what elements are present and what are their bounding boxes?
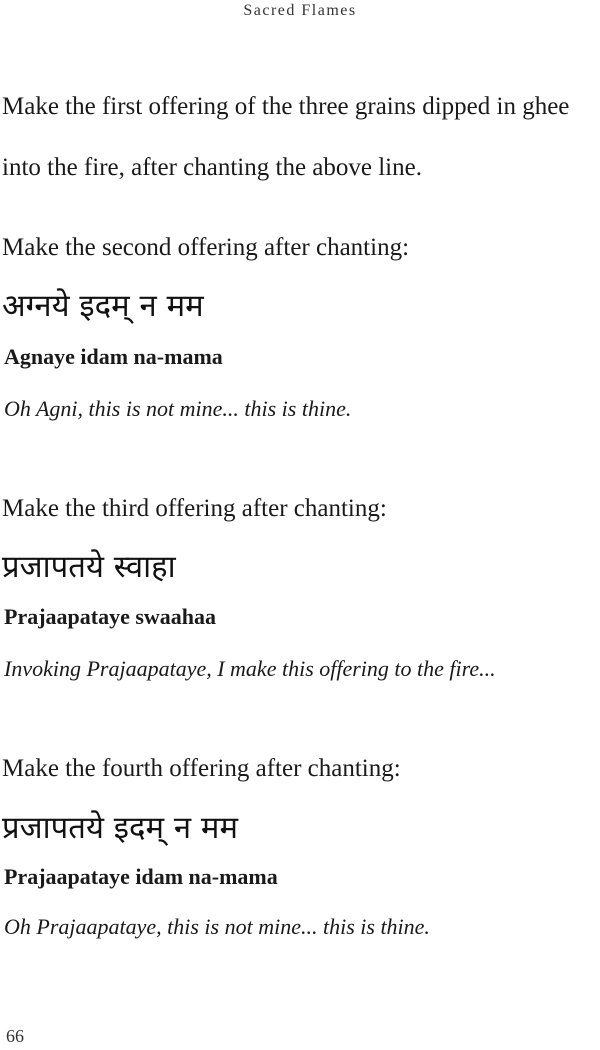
mantra-meaning: Oh Agni, this is not mine... this is thine. [4,396,352,421]
sanskrit-mantra: अग्नये इदम् न मम [2,288,204,324]
page-number: 66 [6,1026,24,1046]
intro-paragraph: Make the first offering of the three grains dipped in ghee into the fire, after chanting the above line. [2,93,570,181]
mantra-meaning: Oh Prajaapataye, this is not mine... this is thine. [4,914,430,939]
offering-instruction: Make the second offering after chanting: [2,234,410,261]
sanskrit-mantra: प्रजापतये इदम् न मम [2,810,238,846]
offering-instruction: Make the third offering after chanting: [2,495,387,522]
sanskrit-mantra: प्रजापतये स्वाहा [2,549,176,585]
mantra-meaning: Invoking Prajaapataye, I make this offering to the fire... [4,656,496,681]
mantra-transliteration: Prajaapataye idam na-mama [4,864,278,889]
running-head: Sacred Flames [243,2,357,19]
mantra-transliteration: Agnaye idam na-mama [4,344,223,369]
mantra-transliteration: Prajaapataye swaahaa [4,604,217,629]
offering-instruction: Make the fourth offering after chanting: [2,755,401,782]
